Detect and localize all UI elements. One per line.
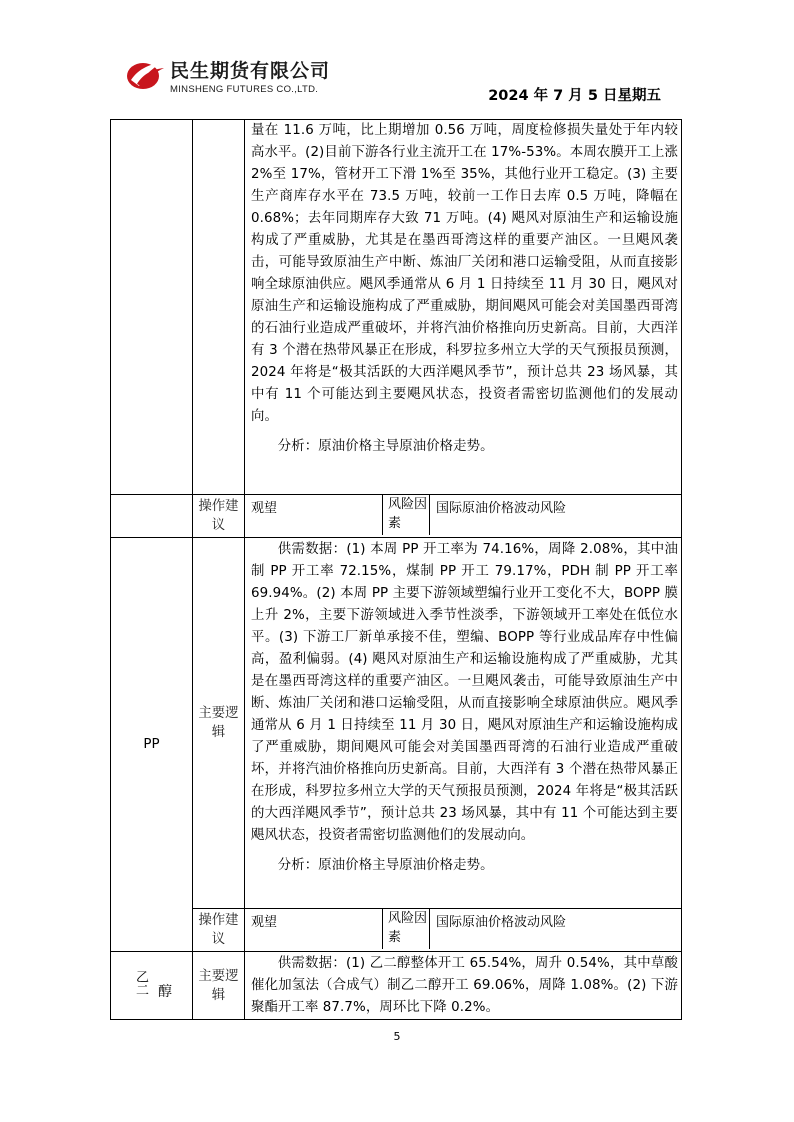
top-analysis-text: 分析：原油价格主导原油价格走势。 bbox=[277, 439, 494, 454]
top-ops-value: 观望 bbox=[245, 495, 383, 535]
pp-logic-cell bbox=[245, 538, 682, 909]
top-category-cell bbox=[111, 120, 193, 495]
pp-logic-row bbox=[111, 538, 682, 909]
top-ops-label: 操作建议 bbox=[193, 495, 245, 538]
top-logic-cell bbox=[245, 120, 682, 495]
pp-risk-value: 国际原油价格波动风险 bbox=[436, 915, 567, 930]
eg-category bbox=[111, 952, 193, 1020]
eg-logic-label: 主要逻辑 bbox=[193, 952, 245, 1020]
report-date: 2024 年 7 月 5 日星期五 bbox=[488, 88, 661, 104]
eg-logic-cell bbox=[245, 952, 682, 1020]
eg-logic-text: 供需数据：(1) 乙二醇整体开工 65.54%，周升 0.54%，其中草酸催化加氢法（合成气）制乙二醇开工 69.06%，周降 1.08%。(2) 下游聚酯开工率 87.7%，周环比下降 0.2%。 bbox=[251, 956, 678, 1015]
pp-ops-cell bbox=[245, 909, 682, 952]
top-logic-row bbox=[111, 120, 682, 495]
pp-risk-label: 风险因素 bbox=[383, 909, 430, 949]
minsheng-logo-icon bbox=[125, 54, 165, 94]
pp-logic-text: 供需数据：(1) 本周 PP 开工率为 74.16%，周降 2.08%，其中油制 PP 开工率 72.15%，煤制 PP 开工 79.17%，PDH 制 PP 开工率 69.94%。(2) 本周 PP 主要下游领域塑编行业开工变化不大，BOPP 膜上升 2%，主要下游领域进入季节性淡季，下游领域开工率处在低位水平。(3) 下游工厂新单承接不佳，塑编、BOPP 等行业成品库存中性偏高，盈利偏弱。(4) 飓风对原油生产和运输设施构成了严重威胁，尤其是在墨西哥湾这样的重要产油区。一旦飓风袭击，可能导致原油生产中断、炼油厂关闭和港口运输受阻，从而直接影响全球原油供应。飓风季通常从 6 月 1 日持续至 11 月 30 日，飓风对原油生产和运输设施构成了严重威胁，期间飓风可能会对美国墨西哥湾的石油行业造成严重破坏，并将汽油价格推向历史新高。目前，大西洋有 3 个潜在热带风暴正在形成，科罗拉多州立大学的天气预报员预测，2024 年将是“极其活跃的大西洋飓风季节”，预计总共 23 场风暴，其中有 11 个可能达到主要飓风状态，投资者需密切监测他们的发展动向。 bbox=[251, 542, 678, 843]
company-name-en: MINSHENG FUTURES CO.,LTD. bbox=[170, 84, 319, 95]
commodity-analysis-table bbox=[110, 119, 682, 1020]
pp-ops-value: 观望 bbox=[245, 909, 383, 949]
page-header bbox=[0, 0, 794, 120]
eg-logic-row bbox=[111, 952, 682, 1020]
page-number: 5 bbox=[393, 1030, 401, 1043]
company-name-cn: 民生期货有限公司 bbox=[170, 60, 331, 82]
top-ops-cell bbox=[245, 495, 682, 538]
top-logic-text: 量在 11.6 万吨，比上期增加 0.56 万吨，周度检修损失量处于年内较高水平。(2)目前下游各行业主流开工在 17%-53%。本周农膜开工上涨 2%至 17%，管材开工下滑 1%至 35%，其他行业开工稳定。(3) 主要生产商库存水平在 73.5 万吨，较前一工作日去库 0.5 万吨，降幅在 0.68%；去年同期库存大致 71 万吨。(4) 飓风对原油生产和运输设施构成了严重威胁，尤其是在墨西哥湾这样的重要产油区。一旦飓风袭击，可能导致原油生产中断、炼油厂关闭和港口运输受阻，从而直接影响全球原油供应。飓风季通常从 6 月 1 日持续至 11 月 30 日，飓风对原油生产和运输设施构成了严重威胁，期间飓风可能会对美国墨西哥湾的石油行业造成严重破坏，并将汽油价格推向历史新高。目前，大西洋有 3 个潜在热带风暴正在形成，科罗拉多州立大学的天气预报员预测，2024 年将是“极其活跃的大西洋飓风季节”，预计总共 23 场风暴，其中有 11 个可能达到主要飓风状态，投资者需密切监测他们的发展动向。 bbox=[251, 123, 678, 424]
top-risk-value: 国际原油价格波动风险 bbox=[436, 501, 567, 516]
top-ops-row bbox=[111, 495, 682, 538]
eg-category-rest: 醇 bbox=[158, 984, 172, 1000]
pp-ops-label: 操作建议 bbox=[193, 909, 245, 952]
pp-ops-row bbox=[111, 909, 682, 952]
eg-category-vertical: 乙二 bbox=[133, 970, 148, 996]
top-category-cell-2 bbox=[111, 495, 193, 538]
pp-analysis-text: 分析：原油价格主导原油价格走势。 bbox=[277, 858, 494, 873]
top-risk-label: 风险因素 bbox=[383, 495, 430, 535]
pp-logic-label: 主要逻辑 bbox=[193, 538, 245, 909]
pp-category: PP bbox=[111, 538, 193, 952]
top-logic-label-cell bbox=[193, 120, 245, 495]
